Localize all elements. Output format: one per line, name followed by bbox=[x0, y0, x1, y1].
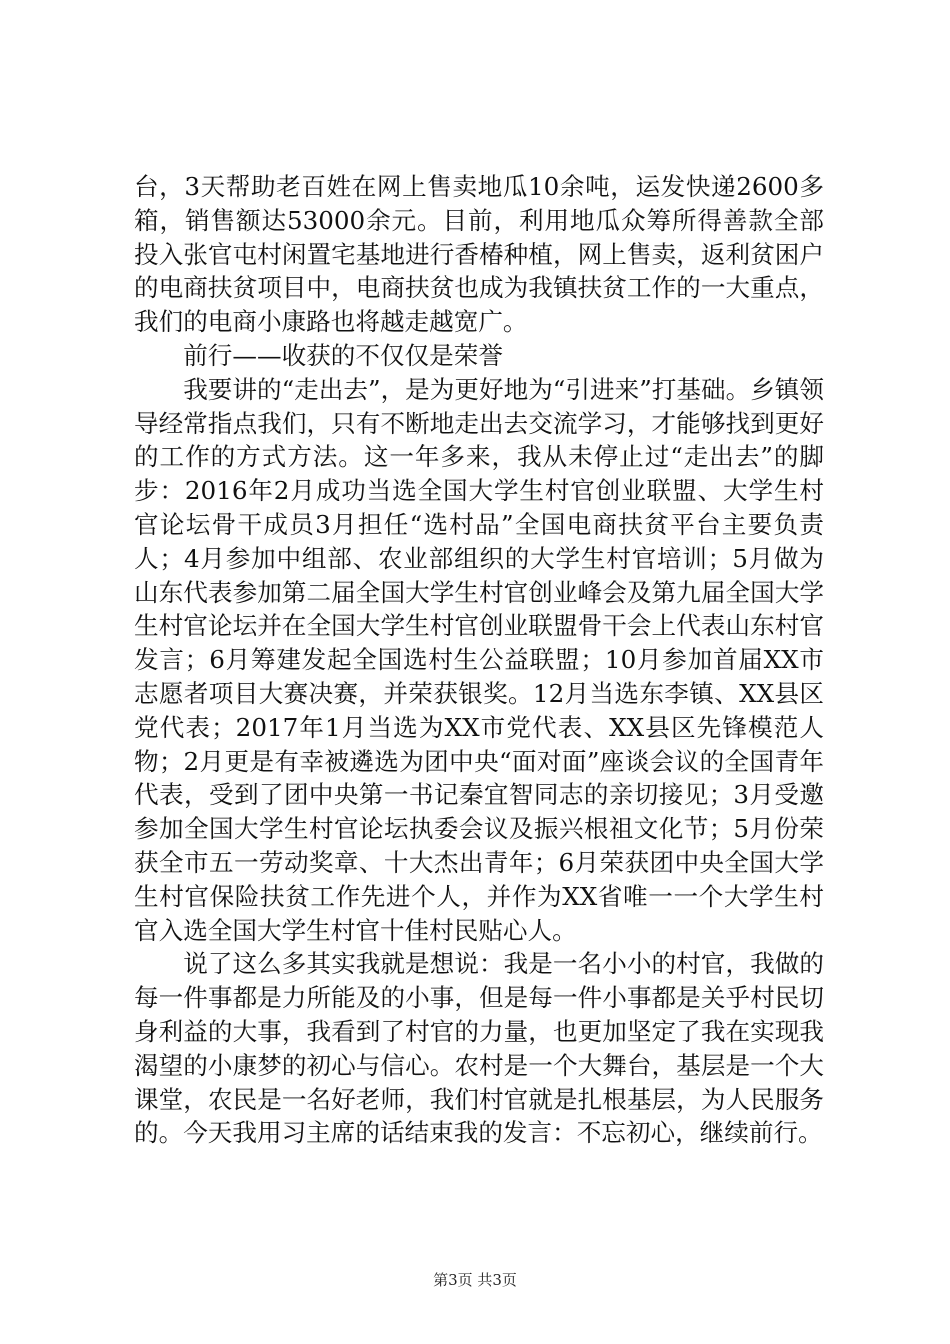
paragraph-1: 台，3天帮助老百姓在网上售卖地瓜10余吨，运发快递2600多箱，销售额达53000余元。目前，利用地瓜众筹所得善款全部投入张官屯村闲置宅基地进行香椿种植，网上售卖，返利贫困户的电商扶贫项目中，电商扶贫也成为我镇扶贫工作的一大重点，我们的电商小康路也将越走越宽广。 bbox=[134, 172, 824, 337]
section-heading: 前行——收获的不仅仅是荣誉 bbox=[183, 340, 503, 370]
page-footer: 第3页 共3页 bbox=[433, 1271, 517, 1289]
paragraph-3: 说了这么多其实我就是想说：我是一名小小的村官，我做的每一件事都是力所能及的小事，但是每一件小事都是关乎村民切身利益的大事，我看到了村官的力量，也更加坚定了我在实现我渴望的小康梦的初心与信心。农村是一个大舞台，基层是一个大课堂，农民是一名好老师，我们村官就是扎根基层，为人民服务的。今天我用习主席的话结束我的发言：不忘初心，继续前行。 bbox=[134, 949, 824, 1148]
paragraph-2: 我要讲的“走出去”，是为更好地为“引进来”打基础。乡镇领导经常指点我们，只有不断地走出去交流学习，才能够找到更好的工作的方式方法。这一年多来，我从未停止过“走出去”的脚步：2016年2月成功当选全国大学生村官创业联盟、大学生村官论坛骨干成员3月担任“选村品”全国电商扶贫平台主要负责人；4月参加中组部、农业部组织的大学生村官培训；5月做为山东代表参加第二届全国大学生村官创业峰会及第九届全国大学生村官论坛并在全国大学生村官创业联盟骨干会上代表山东村官发言；6月筹建发起全国选村生公益联盟；10月参加首届XX市志愿者项目大赛决赛，并荣获银奖。12月当选东李镇、XX县区党代表；2017年1月当选为XX市党代表、XX县区先锋模范人物；2月更是有幸被遴选为团中央“面对面”座谈会议的全国青年代表，受到了团中央第一书记秦宜智同志的亲切接见；3月受邀参加全国大学生村官论坛执委会议及振兴根祖文化节；5月份荣获全市五一劳动奖章、十大杰出青年；6月荣获团中央全国大学生村官保险扶贫工作先进个人，并作为XX省唯一一个大学生村官入选全国大学生村官十佳村民贴心人。 bbox=[134, 374, 824, 945]
document-body bbox=[134, 170, 824, 1150]
